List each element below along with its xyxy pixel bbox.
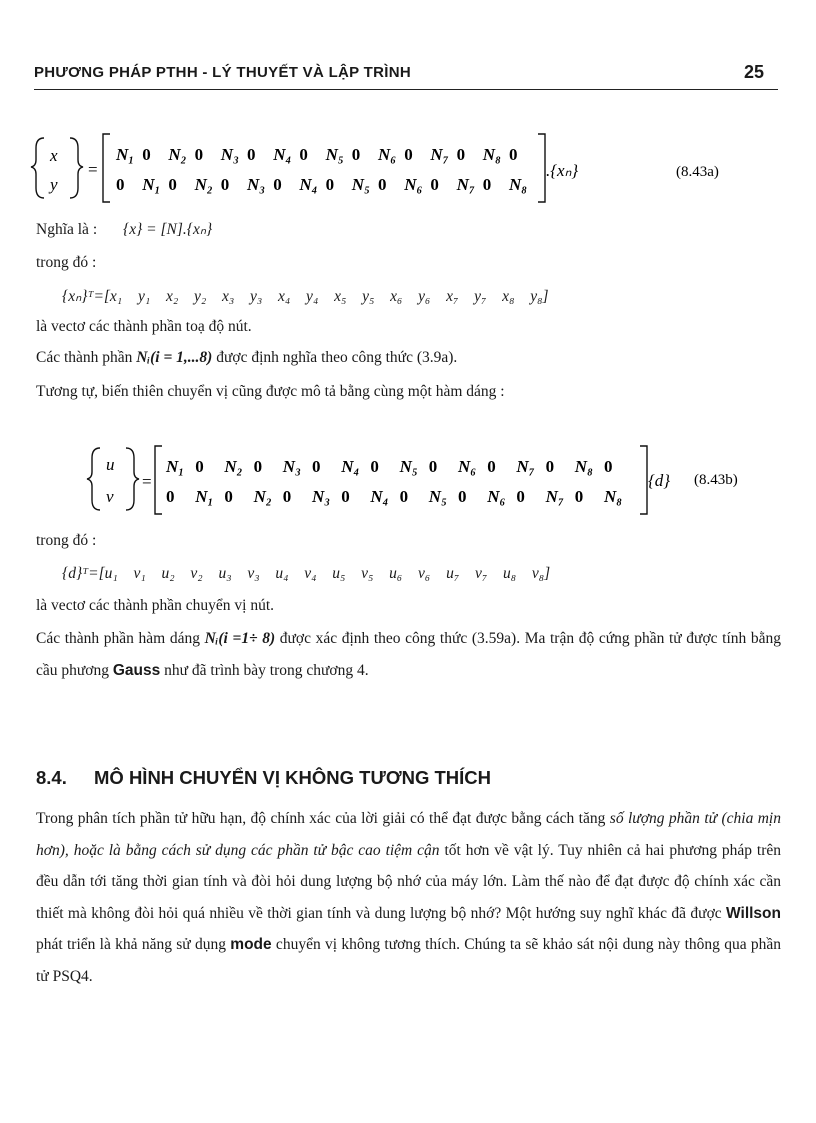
eq2-row1-cell-0: N₁ bbox=[166, 457, 185, 476]
para2-part2: tốt hơn về vật lý. Tuy nhiên cả hai phương pháp trên đều dẫn tới tăng thời gian tính và đòi hỏi dung lượng bộ nhớ của máy lớn. Làm thế nào để đạt được độ chính xác cần thiết mà không đòi hỏi quá nhiều về thời gian tính và dung lượng bộ nhớ? Một hướng suy nghĩ khác đã được bbox=[36, 841, 782, 922]
nghia-la-line bbox=[36, 220, 212, 239]
eq1-row2-cell-14: 0 bbox=[482, 175, 492, 194]
eq1-row1-cell-1: 0 bbox=[142, 145, 151, 164]
eq1-left-brace bbox=[31, 138, 44, 198]
para2-willson: Willson bbox=[726, 904, 781, 922]
eq1-row2-cell-11: N₆ bbox=[404, 175, 423, 194]
eq1-right-bracket bbox=[538, 134, 545, 202]
paragraph-stiffness bbox=[36, 623, 781, 686]
eq1-row2-cell-6: 0 bbox=[273, 175, 282, 194]
equation-8-43b bbox=[86, 442, 786, 522]
eq2-rhs: {d} bbox=[648, 471, 671, 490]
eq2-row2-cell-11: N₆ bbox=[487, 487, 506, 506]
eq2-row2-cell-6: 0 bbox=[341, 487, 350, 506]
d-vector: {d}ᵀ=[u₁ v₁ u₂ v₂ u₃ v₃ u₄ v₄ u₅ v₅ u₆ v₆ u₇ v₇ u₈ v₈] bbox=[62, 565, 551, 582]
eq1-row1-cell-7: 0 bbox=[299, 145, 308, 164]
eq2-left-brace bbox=[87, 448, 100, 510]
paragraph-incompatible-modes bbox=[36, 803, 781, 992]
la-vecto-2: là vectơ các thành phần chuyển vị nút. bbox=[36, 597, 275, 614]
eq2-row1-cell-2: N₂ bbox=[224, 457, 243, 476]
section-number: 8.4. bbox=[36, 767, 67, 788]
eq2-row2-cell-5: N₃ bbox=[312, 487, 331, 506]
eq1-row2-cell-4: 0 bbox=[220, 175, 230, 194]
eq2-row1-cell-11: 0 bbox=[487, 457, 496, 476]
eq1-row1-cell-3: 0 bbox=[194, 145, 204, 164]
eq1-row1-cell-13: 0 bbox=[456, 145, 466, 164]
eq2-row1-cell-3: 0 bbox=[253, 457, 263, 476]
eq2-row2-cell-0: 0 bbox=[166, 487, 175, 506]
eq1-right-brace bbox=[70, 138, 83, 198]
eq2-label: (8.43b) bbox=[694, 472, 738, 488]
section-title: MÔ HÌNH CHUYỂN VỊ KHÔNG TƯƠNG THÍCH bbox=[94, 767, 492, 788]
para2-italic: số lượng phần tử (chia mịn hơn), hoặc là bằng cách sử dụng các phần tử bậc cao tiệm cận bbox=[36, 810, 781, 859]
eq2-row1-cell-7: 0 bbox=[370, 457, 379, 476]
eq1-label: (8.43a) bbox=[676, 164, 719, 180]
cac-thanh-phan-suffix: được định nghĩa theo công thức (3.9a). bbox=[212, 349, 458, 366]
tuong-tu-line: Tương tự, biến thiên chuyển vị cũng được mô tả bằng cùng một hàm dáng : bbox=[36, 383, 505, 400]
eq1-row1-cell-2: N₂ bbox=[168, 145, 187, 164]
cac-thanh-phan-math: Nᵢ(i = 1,...8) bbox=[136, 349, 213, 366]
eq2-right-bracket bbox=[640, 446, 647, 514]
running-header: PHƯƠNG PHÁP PTHH - LÝ THUYẾT VÀ LẬP TRÌNH bbox=[34, 64, 412, 81]
para1-part2: được xác định theo công thức (3.59a). Ma trận độ cứng phần tử được tính bằng cầu phương bbox=[36, 630, 781, 679]
para2-part4: chuyển vị không tương thích. Chúng ta sẽ khảo sát nội dung này thông qua phần tử PSQ4. bbox=[36, 936, 782, 985]
eq1-row1-cell-15: 0 bbox=[509, 145, 518, 164]
eq1-row2-cell-15: N₈ bbox=[509, 175, 528, 194]
eq1-row1-cell-14: N₈ bbox=[482, 145, 502, 164]
eq2-row2-cell-7: N₄ bbox=[370, 487, 389, 506]
eq1-row2-cell-12: 0 bbox=[430, 175, 439, 194]
eq1-row2-cell-5: N₃ bbox=[247, 175, 266, 194]
eq1-row1-cell-11: 0 bbox=[404, 145, 413, 164]
eq2-row2-cell-8: 0 bbox=[399, 487, 409, 506]
eq1-row2 bbox=[116, 175, 527, 194]
eq2-left-bracket bbox=[155, 446, 162, 514]
eq1-lhs-x: x bbox=[50, 146, 58, 165]
eq1-row2-cell-10: 0 bbox=[378, 175, 387, 194]
eq2-row1-cell-6: N₄ bbox=[341, 457, 360, 476]
page-number: 25 bbox=[743, 62, 764, 82]
la-vecto-1: là vectơ các thành phần toạ độ nút. bbox=[36, 318, 252, 335]
eq1-lhs-y: y bbox=[50, 175, 58, 194]
eq2-row2-cell-14: 0 bbox=[574, 487, 584, 506]
trong-do-2: trong đó : bbox=[36, 532, 97, 549]
eq2-row1-cell-5: 0 bbox=[312, 457, 321, 476]
eq1-row1-cell-12: N₇ bbox=[430, 145, 449, 164]
trong-do-1: trong đó : bbox=[36, 254, 97, 271]
eq1-row2-cell-3: N₂ bbox=[194, 175, 213, 194]
cac-thanh-phan-prefix: Các thành phần bbox=[36, 349, 137, 366]
eq1-row1-cell-0: N₁ bbox=[116, 145, 135, 164]
eq1-row1-cell-10: N₆ bbox=[378, 145, 397, 164]
para1-part3: như đã trình bày trong chương 4. bbox=[160, 661, 369, 679]
eq1-equals: = bbox=[88, 160, 98, 179]
eq1-row1 bbox=[115, 145, 518, 164]
section-heading bbox=[36, 767, 491, 789]
eq2-row2-cell-13: N₇ bbox=[545, 487, 564, 506]
eq1-row1-cell-9: 0 bbox=[351, 145, 361, 164]
nghia-la-eq: {x} = [N].{xₙ} bbox=[123, 221, 213, 238]
eq2-row2-cell-10: 0 bbox=[458, 487, 467, 506]
eq1-row2-cell-7: N₄ bbox=[299, 175, 318, 194]
eq2-right-brace bbox=[126, 448, 139, 510]
para2-part1: Trong phân tích phần tử hữu hạn, độ chính xác của lời giải có thể đạt được bằng cách tăng bbox=[36, 810, 610, 827]
eq2-lhs-u: u bbox=[106, 455, 115, 474]
eq1-row2-cell-13: N₇ bbox=[456, 175, 475, 194]
eq2-row1-cell-13: 0 bbox=[545, 457, 555, 476]
para1-math: Nᵢ(i =1÷ 8) bbox=[204, 630, 276, 647]
eq2-row1-cell-14: N₈ bbox=[574, 457, 594, 476]
eq1-row1-cell-5: 0 bbox=[247, 145, 256, 164]
eq2-row1-cell-15: 0 bbox=[604, 457, 613, 476]
eq2-row1-cell-8: N₅ bbox=[399, 457, 418, 476]
eq1-row2-cell-1: N₁ bbox=[142, 175, 161, 194]
eq2-lhs-v: v bbox=[106, 487, 114, 506]
eq1-row1-cell-4: N₃ bbox=[220, 145, 240, 164]
eq2-row1-cell-12: N₇ bbox=[516, 457, 535, 476]
eq2-row2-cell-9: N₅ bbox=[428, 487, 448, 506]
para1-part1: Các thành phần hàm dáng bbox=[36, 630, 205, 647]
para1-gauss: Gauss bbox=[112, 661, 161, 679]
eq1-row2-cell-9: N₅ bbox=[351, 175, 371, 194]
eq2-row1-cell-10: N₆ bbox=[458, 457, 477, 476]
eq2-row1 bbox=[165, 457, 613, 476]
eq2-row1-cell-9: 0 bbox=[428, 457, 438, 476]
eq1-row2-cell-2: 0 bbox=[168, 175, 177, 194]
para2-mode: mode bbox=[230, 936, 272, 953]
para2-part3: phát triển là khả năng sử dụng bbox=[36, 936, 231, 953]
eq2-equals: = bbox=[142, 472, 152, 491]
equation-8-43a bbox=[30, 130, 790, 210]
eq2-row1-cell-1: 0 bbox=[195, 457, 204, 476]
nghia-la-prefix: Nghĩa là : bbox=[36, 221, 98, 238]
eq1-left-bracket bbox=[103, 134, 110, 202]
eq2-row2-cell-4: 0 bbox=[282, 487, 292, 506]
eq1-row1-cell-8: N₅ bbox=[325, 145, 344, 164]
eq1-rhs: .{xₙ} bbox=[546, 161, 579, 180]
eq1-row1-cell-6: N₄ bbox=[273, 145, 292, 164]
eq2-row2-cell-15: N₈ bbox=[604, 487, 623, 506]
xn-vector: {xₙ}ᵀ=[x₁ y₁ x₂ y₂ x₃ y₃ x₄ y₄ x₅ y₅ x₆ y₆ x₇ y₇ x₈ y₈] bbox=[62, 288, 549, 305]
header-rule bbox=[34, 89, 778, 90]
eq1-row2-cell-0: 0 bbox=[116, 175, 125, 194]
cac-thanh-phan-line bbox=[36, 349, 457, 367]
eq2-row2-cell-3: N₂ bbox=[253, 487, 272, 506]
eq2-row1-cell-4: N₃ bbox=[282, 457, 302, 476]
eq2-row2-cell-1: N₁ bbox=[195, 487, 214, 506]
eq2-row2-cell-12: 0 bbox=[516, 487, 525, 506]
eq2-row2 bbox=[166, 487, 622, 506]
eq2-row2-cell-2: 0 bbox=[224, 487, 233, 506]
eq1-row2-cell-8: 0 bbox=[325, 175, 335, 194]
